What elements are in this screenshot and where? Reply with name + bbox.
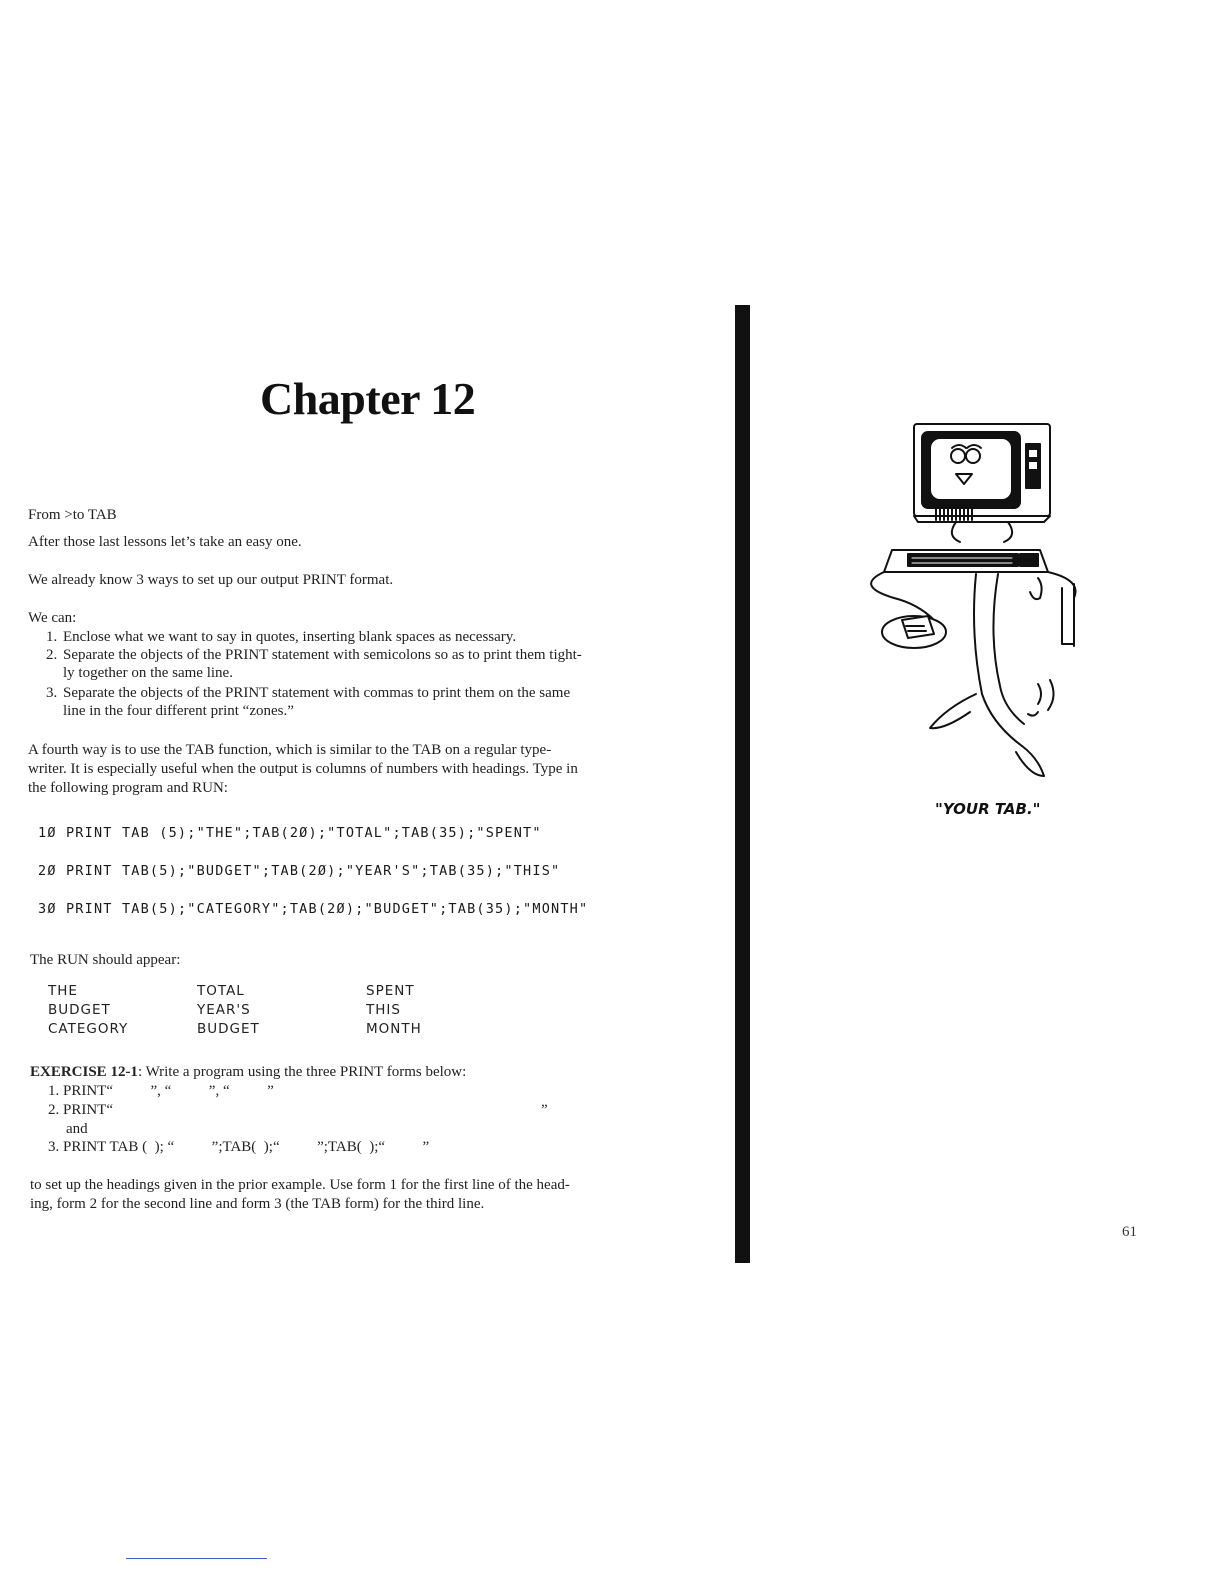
exercise-form-3: 3. PRINT TAB ( ); “ ”;TAB( );“ ”;TAB( );“ ”: [48, 1139, 430, 1155]
exercise-and: and: [66, 1121, 88, 1137]
exercise-form-2: 2. PRINT“: [48, 1102, 113, 1118]
paragraph-line: A fourth way is to use the TAB function, which is similar to the TAB on a regular type-: [28, 742, 552, 758]
paragraph-line: writer. It is especially useful when the output is columns of numbers with headings. Type in: [28, 761, 578, 777]
paragraph-line: the following program and RUN:: [28, 780, 228, 796]
code-line: 2Ø PRINT TAB(5);"BUDGET";TAB(2Ø);"YEAR'S";TAB(35);"THIS": [38, 863, 561, 879]
table-cell: YEAR'S: [197, 1002, 251, 1018]
table-cell: THE: [48, 983, 78, 999]
list-item-line: Separate the objects of the PRINT statement with commas to print them on the same: [63, 685, 571, 701]
closing-line: ing, form 2 for the second line and form 3 (the TAB form) for the third line.: [30, 1196, 485, 1212]
list-item-line: line in the four different print “zones.”: [63, 703, 294, 719]
section-heading: From >to TAB: [28, 507, 117, 523]
list-item-line: ly together on the same line.: [63, 665, 233, 681]
table-cell: SPENT: [366, 983, 415, 999]
known-text: We already know 3 ways to set up our output PRINT format.: [28, 572, 394, 588]
closing-line: to set up the headings given in the prior example. Use form 1 for the first line of the head-: [30, 1177, 570, 1193]
run-intro: The RUN should appear:: [30, 952, 181, 968]
vertical-divider: [735, 305, 750, 1263]
exercise-form-1: 1. PRINT“ ”, “ ”, “ ”: [48, 1083, 274, 1099]
table-cell: BUDGET: [197, 1021, 260, 1037]
exercise-text: : Write a program using the three PRINT forms below:: [137, 1064, 467, 1080]
list-item-number: 3.: [46, 685, 58, 701]
table-cell: CATEGORY: [48, 1021, 129, 1037]
intro-text: After those last lessons let’s take an easy one.: [28, 534, 302, 550]
page-number: 61: [1122, 1224, 1137, 1240]
list-item-line: Separate the objects of the PRINT statement with semicolons so as to print them tight-: [63, 647, 582, 663]
table-cell: MONTH: [366, 1021, 422, 1037]
code-line: 3Ø PRINT TAB(5);"CATEGORY";TAB(2Ø);"BUDGET";TAB(35);"MONTH": [38, 901, 589, 917]
table-cell: TOTAL: [197, 983, 245, 999]
computer-cartoon-illustration: [852, 418, 1097, 798]
exercise-label: EXERCISE 12-1: [30, 1064, 138, 1080]
table-cell: BUDGET: [48, 1002, 111, 1018]
list-item-line: Enclose what we want to say in quotes, inserting blank spaces as necessary.: [63, 629, 517, 645]
code-line: 1Ø PRINT TAB (5);"THE";TAB(2Ø);"TOTAL";TAB(35);"SPENT": [38, 825, 542, 841]
footer-rule: [126, 1558, 267, 1559]
figure-caption: "YOUR TAB.": [935, 800, 1041, 818]
table-cell: THIS: [366, 1002, 401, 1018]
chapter-title: Chapter 12: [260, 373, 476, 424]
exercise-heading: [30, 1063, 466, 1082]
exercise-form-2-close-quote: ”: [541, 1102, 548, 1118]
list-item-number: 1.: [46, 629, 58, 645]
list-item-number: 2.: [46, 647, 58, 663]
we-can-text: We can:: [28, 610, 77, 626]
